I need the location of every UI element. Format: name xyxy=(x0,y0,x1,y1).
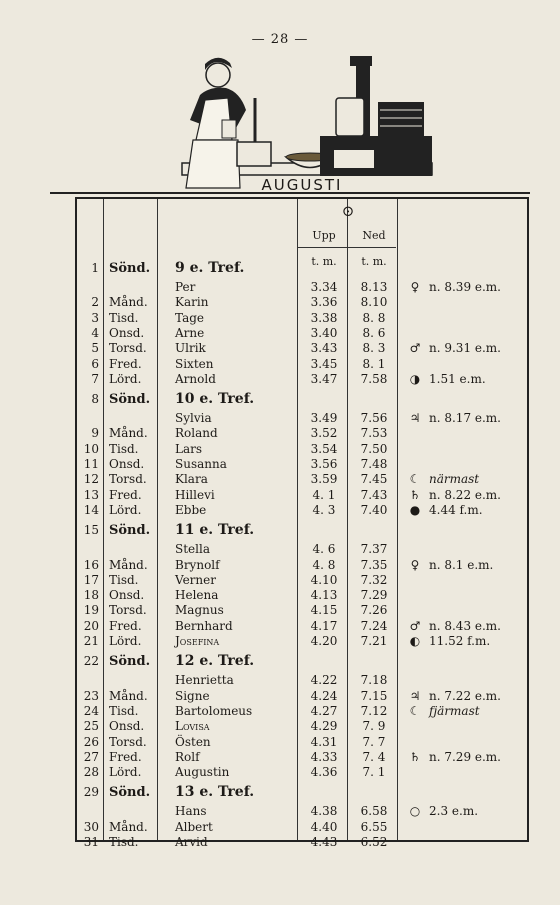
astronomy-note xyxy=(407,488,501,503)
sunset: 7.32 xyxy=(360,572,388,587)
sunset: 7.40 xyxy=(360,502,388,517)
weekday: Torsd. xyxy=(109,734,147,749)
name-day: Bartolomeus xyxy=(175,703,253,718)
day-row xyxy=(77,341,531,356)
day-number: 3 xyxy=(91,310,99,325)
weekday: Månd. xyxy=(109,295,148,310)
day-row xyxy=(77,835,531,850)
sunset: 7.50 xyxy=(360,441,388,456)
sunday-row xyxy=(77,785,531,800)
astro-symbol-icon: ♄ xyxy=(409,487,421,502)
weekday: Fred. xyxy=(109,356,142,371)
weekday: Lörd. xyxy=(109,502,142,517)
name-day: Hans xyxy=(175,804,207,819)
sunrise: 4. 1 xyxy=(312,487,336,502)
day-number: 6 xyxy=(91,356,99,371)
weekday: Torsd. xyxy=(109,341,147,356)
sunrise: 4.13 xyxy=(310,588,338,603)
sunrise: 4.31 xyxy=(310,734,338,749)
name-day: Klara xyxy=(175,472,208,487)
astro-symbol-icon: ◐ xyxy=(409,634,421,648)
day-row xyxy=(77,442,531,457)
astro-text: n. 7.22 e.m. xyxy=(429,688,501,703)
astro-symbol-icon: ☾ xyxy=(409,472,421,487)
weekday: Sönd. xyxy=(109,261,151,276)
weekday: Månd. xyxy=(109,426,148,441)
day-row xyxy=(77,503,531,518)
sunset: 8. 3 xyxy=(362,341,386,356)
name-day: Hillevi xyxy=(175,487,215,502)
astronomy-note xyxy=(407,689,501,704)
name-day: Östen xyxy=(175,734,211,749)
sunrise: 4. 6 xyxy=(312,542,336,557)
name-day: Signe xyxy=(175,688,210,703)
day-row xyxy=(77,704,531,719)
day-row xyxy=(77,719,531,734)
sunrise: 4.27 xyxy=(310,703,338,718)
astro-text: 4.44 f.m. xyxy=(429,502,483,517)
sunset: 8.13 xyxy=(360,280,388,294)
day-number: 1 xyxy=(91,261,99,275)
day-row xyxy=(77,619,531,634)
day-row xyxy=(77,295,531,310)
name-day: Arne xyxy=(175,325,205,340)
day-row xyxy=(77,411,531,426)
name-day: Lovisa xyxy=(175,719,210,734)
astro-symbol-icon: ♀ xyxy=(410,557,420,572)
weekday: Sönd. xyxy=(109,523,151,539)
sunset: 7.43 xyxy=(360,487,388,502)
name-day: Brynolf xyxy=(175,557,220,572)
day-number: 20 xyxy=(83,618,99,633)
astronomy-note xyxy=(407,704,480,719)
day-number: 24 xyxy=(83,703,99,718)
sunrise: 4.29 xyxy=(310,719,338,734)
name-day: Tage xyxy=(175,310,205,325)
weekday: Lörd. xyxy=(109,765,142,780)
astro-text: n. 8.1 e.m. xyxy=(429,557,494,572)
name-day: 10 e. Tref. xyxy=(175,391,255,408)
name-day: Stella xyxy=(175,542,210,557)
weekday: Tisd. xyxy=(109,835,139,849)
sunset: 7.37 xyxy=(360,542,388,557)
sunday-row xyxy=(77,261,531,276)
sunrise: 4.33 xyxy=(310,749,338,764)
weekday: Lörd. xyxy=(109,371,142,386)
day-number: 22 xyxy=(83,654,99,669)
astro-symbol-icon: ♂ xyxy=(409,618,421,633)
sunday-row xyxy=(77,523,531,538)
name-day: Albert xyxy=(175,819,213,834)
name-day: 9 e. Tref. xyxy=(175,260,245,276)
day-row xyxy=(77,457,531,472)
name-day: Arvid xyxy=(175,835,208,849)
day-number: 25 xyxy=(83,719,99,734)
name-day: 11 e. Tref. xyxy=(175,522,255,539)
name-day: Ebbe xyxy=(175,502,207,517)
name-day: Magnus xyxy=(175,603,224,618)
astronomy-note xyxy=(407,634,490,649)
name-day: Sylvia xyxy=(175,411,212,426)
name-day: Per xyxy=(175,280,196,294)
day-row xyxy=(77,426,531,441)
weekday: Månd. xyxy=(109,557,148,572)
day-row xyxy=(77,558,531,573)
sunday-row xyxy=(77,654,531,669)
weekday: Onsd. xyxy=(109,457,145,471)
day-number: 12 xyxy=(83,472,99,487)
day-row xyxy=(77,573,531,588)
weekday: Torsd. xyxy=(109,603,147,618)
day-row xyxy=(77,603,531,618)
day-number: 27 xyxy=(83,749,99,764)
sunrise: 3.34 xyxy=(310,280,338,294)
page-number: — 28 — xyxy=(251,32,309,47)
sunrise: 4.24 xyxy=(310,688,338,703)
sunset: 7.26 xyxy=(360,603,388,618)
day-number: 17 xyxy=(83,572,99,587)
day-number: 14 xyxy=(83,502,99,517)
day-row xyxy=(77,472,531,487)
weekday: Sönd. xyxy=(109,785,151,801)
day-number: 26 xyxy=(83,734,99,749)
astronomy-note xyxy=(407,804,478,819)
day-number: 4 xyxy=(91,325,99,340)
sunrise: 4. 8 xyxy=(312,557,336,572)
astro-symbol-icon: ☾ xyxy=(409,703,421,718)
day-row xyxy=(77,735,531,750)
day-number: 28 xyxy=(83,765,99,780)
astro-text: 11.52 f.m. xyxy=(429,634,491,648)
sunset: 8.10 xyxy=(360,295,388,310)
month-title: AUGUSTI xyxy=(261,176,343,194)
weekday: Onsd. xyxy=(109,588,145,603)
weekday: Torsd. xyxy=(109,472,147,487)
day-row xyxy=(77,820,531,835)
day-number: 13 xyxy=(83,487,99,502)
sunset: 7. 7 xyxy=(362,734,386,749)
sunrise: 4.10 xyxy=(310,572,338,587)
day-row xyxy=(77,804,531,819)
day-row xyxy=(77,750,531,765)
astro-text: 1.51 e.m. xyxy=(429,371,486,386)
sunrise: 4.15 xyxy=(310,603,338,618)
astronomy-note xyxy=(407,472,479,487)
weekday: Onsd. xyxy=(109,719,145,734)
day-row xyxy=(77,311,531,326)
sunrise: 3.52 xyxy=(310,426,338,441)
weekday: Tisd. xyxy=(109,703,139,718)
astro-text: 2.3 e.m. xyxy=(429,804,479,819)
name-day: 12 e. Tref. xyxy=(175,653,255,670)
sunset: 7.12 xyxy=(360,703,388,718)
weekday: Fred. xyxy=(109,487,142,502)
astronomy-note xyxy=(407,503,483,518)
astro-text: n. 8.17 e.m. xyxy=(429,411,501,426)
sunset: 7. 1 xyxy=(362,765,386,780)
sunset: 6.58 xyxy=(360,804,388,819)
day-row xyxy=(77,326,531,341)
day-row xyxy=(77,588,531,603)
day-row xyxy=(77,673,531,688)
sunrise: 3.59 xyxy=(310,472,338,487)
sunrise: 4.40 xyxy=(310,819,338,834)
astro-symbol-icon: ♃ xyxy=(409,688,421,703)
name-day: Bernhard xyxy=(175,618,233,633)
astronomy-note xyxy=(407,411,501,426)
sunrise: 3.56 xyxy=(310,457,338,471)
weekday: Lörd. xyxy=(109,634,142,648)
sunrise: 4.36 xyxy=(310,765,338,780)
sunrise: 4.22 xyxy=(310,673,338,688)
weekday: Fred. xyxy=(109,618,142,633)
name-day: Roland xyxy=(175,426,218,441)
sunrise: 3.43 xyxy=(310,341,338,356)
astro-symbol-icon: ◑ xyxy=(409,371,421,386)
astro-text: fjärmast xyxy=(429,703,480,718)
day-number: 21 xyxy=(83,634,99,648)
name-day: Henrietta xyxy=(175,673,234,688)
day-number: 30 xyxy=(83,819,99,834)
day-number: 7 xyxy=(91,371,99,386)
day-row xyxy=(77,357,531,372)
name-day: Josefina xyxy=(175,634,220,648)
day-row xyxy=(77,634,531,649)
astronomy-note xyxy=(407,341,501,356)
name-day: Lars xyxy=(175,441,203,456)
sunrise: 3.49 xyxy=(310,411,338,426)
sunday-row xyxy=(77,392,531,407)
weekday: Tisd. xyxy=(109,441,139,456)
astro-text: n. 8.22 e.m. xyxy=(429,487,501,502)
name-day: Verner xyxy=(175,572,216,587)
day-number: 16 xyxy=(83,557,99,572)
sunrise: 3.36 xyxy=(310,295,338,310)
sunset: 7.18 xyxy=(360,673,388,688)
sunrise: 3.40 xyxy=(310,325,338,340)
sunrise: 3.54 xyxy=(310,441,338,456)
astro-symbol-icon: ○ xyxy=(409,804,421,819)
weekday: Sönd. xyxy=(109,654,151,670)
astro-text: närmast xyxy=(429,472,480,487)
day-number: 18 xyxy=(83,588,99,603)
astro-text: n. 7.29 e.m. xyxy=(429,749,501,764)
day-number: 5 xyxy=(91,341,99,356)
astronomy-note xyxy=(407,280,501,295)
sunset: 6.55 xyxy=(360,819,388,834)
sun-symbol: ⊙ xyxy=(341,202,355,220)
weekday: Fred. xyxy=(109,749,142,764)
rise-unit: t. m. xyxy=(311,255,337,268)
weekday: Månd. xyxy=(109,819,148,834)
name-day: Augustin xyxy=(175,765,230,780)
astro-text: n. 8.39 e.m. xyxy=(429,280,501,294)
name-day: Rolf xyxy=(175,749,200,764)
sunset: 7. 4 xyxy=(362,749,386,764)
day-number: 29 xyxy=(83,785,99,800)
sunset: 7.56 xyxy=(360,411,388,426)
name-day: Susanna xyxy=(175,457,227,471)
sunset: 7.24 xyxy=(360,618,388,633)
day-row xyxy=(77,765,531,780)
day-number: 15 xyxy=(83,523,99,538)
weekday: Sönd. xyxy=(109,392,151,408)
sunset: 7.15 xyxy=(360,688,388,703)
astro-symbol-icon: ♀ xyxy=(410,280,420,294)
sunset: 6.52 xyxy=(360,835,388,849)
day-number: 10 xyxy=(83,441,99,456)
day-row xyxy=(77,280,531,295)
name-day: Helena xyxy=(175,588,219,603)
astro-text: n. 9.31 e.m. xyxy=(429,341,501,356)
astro-text: n. 8.43 e.m. xyxy=(429,618,501,633)
name-day: Karin xyxy=(175,295,209,310)
sunset: 7.35 xyxy=(360,557,388,572)
sunset: 7. 9 xyxy=(362,719,386,734)
sunset: 7.29 xyxy=(360,588,388,603)
day-row xyxy=(77,488,531,503)
sunrise: 3.38 xyxy=(310,310,338,325)
day-number: 23 xyxy=(83,688,99,703)
sunrise: 4.43 xyxy=(310,835,338,849)
day-number: 31 xyxy=(83,835,99,849)
name-day: Arnold xyxy=(175,371,216,386)
sunset: 7.53 xyxy=(360,426,388,441)
weekday: Onsd. xyxy=(109,325,145,340)
set-unit: t. m. xyxy=(361,255,387,268)
sunrise: 4.20 xyxy=(310,634,338,648)
sunset: 7.58 xyxy=(360,371,388,386)
sunset: 7.45 xyxy=(360,472,388,487)
day-row xyxy=(77,689,531,704)
day-number: 19 xyxy=(83,603,99,618)
astronomy-note xyxy=(407,619,501,634)
day-number: 11 xyxy=(83,457,99,471)
sunrise: 4.17 xyxy=(310,618,338,633)
sunset: 7.48 xyxy=(360,457,388,471)
day-row xyxy=(77,542,531,557)
sunset: 8. 8 xyxy=(362,310,386,325)
name-day: Ulrik xyxy=(175,341,206,356)
day-row xyxy=(77,372,531,387)
name-day: 13 e. Tref. xyxy=(175,784,255,801)
sunset: 8. 1 xyxy=(362,356,386,371)
weekday: Månd. xyxy=(109,688,148,703)
day-number: 2 xyxy=(91,295,99,310)
name-day: Sixten xyxy=(175,356,214,371)
astro-symbol-icon: ♂ xyxy=(409,341,421,356)
sunrise: 4.38 xyxy=(310,804,338,819)
astro-symbol-icon: ♄ xyxy=(409,749,421,764)
astronomy-note xyxy=(407,372,486,387)
set-label: Ned xyxy=(362,229,386,242)
astronomy-note xyxy=(407,558,493,573)
day-number: 9 xyxy=(91,426,99,441)
rise-label: Upp xyxy=(312,229,336,242)
calendar-table xyxy=(75,197,529,849)
sunrise: 3.47 xyxy=(310,371,338,386)
day-number: 8 xyxy=(91,392,99,407)
sunrise: 4. 3 xyxy=(312,502,336,517)
astro-symbol-icon: ♃ xyxy=(409,411,421,426)
weekday: Tisd. xyxy=(109,572,139,587)
sunrise: 3.45 xyxy=(310,356,338,371)
astro-symbol-icon: ● xyxy=(409,502,421,517)
astronomy-note xyxy=(407,750,501,765)
weekday: Tisd. xyxy=(109,310,139,325)
kitchen-illustration xyxy=(0,0,560,200)
sunset: 7.21 xyxy=(360,634,388,648)
sunset: 8. 6 xyxy=(362,325,386,340)
